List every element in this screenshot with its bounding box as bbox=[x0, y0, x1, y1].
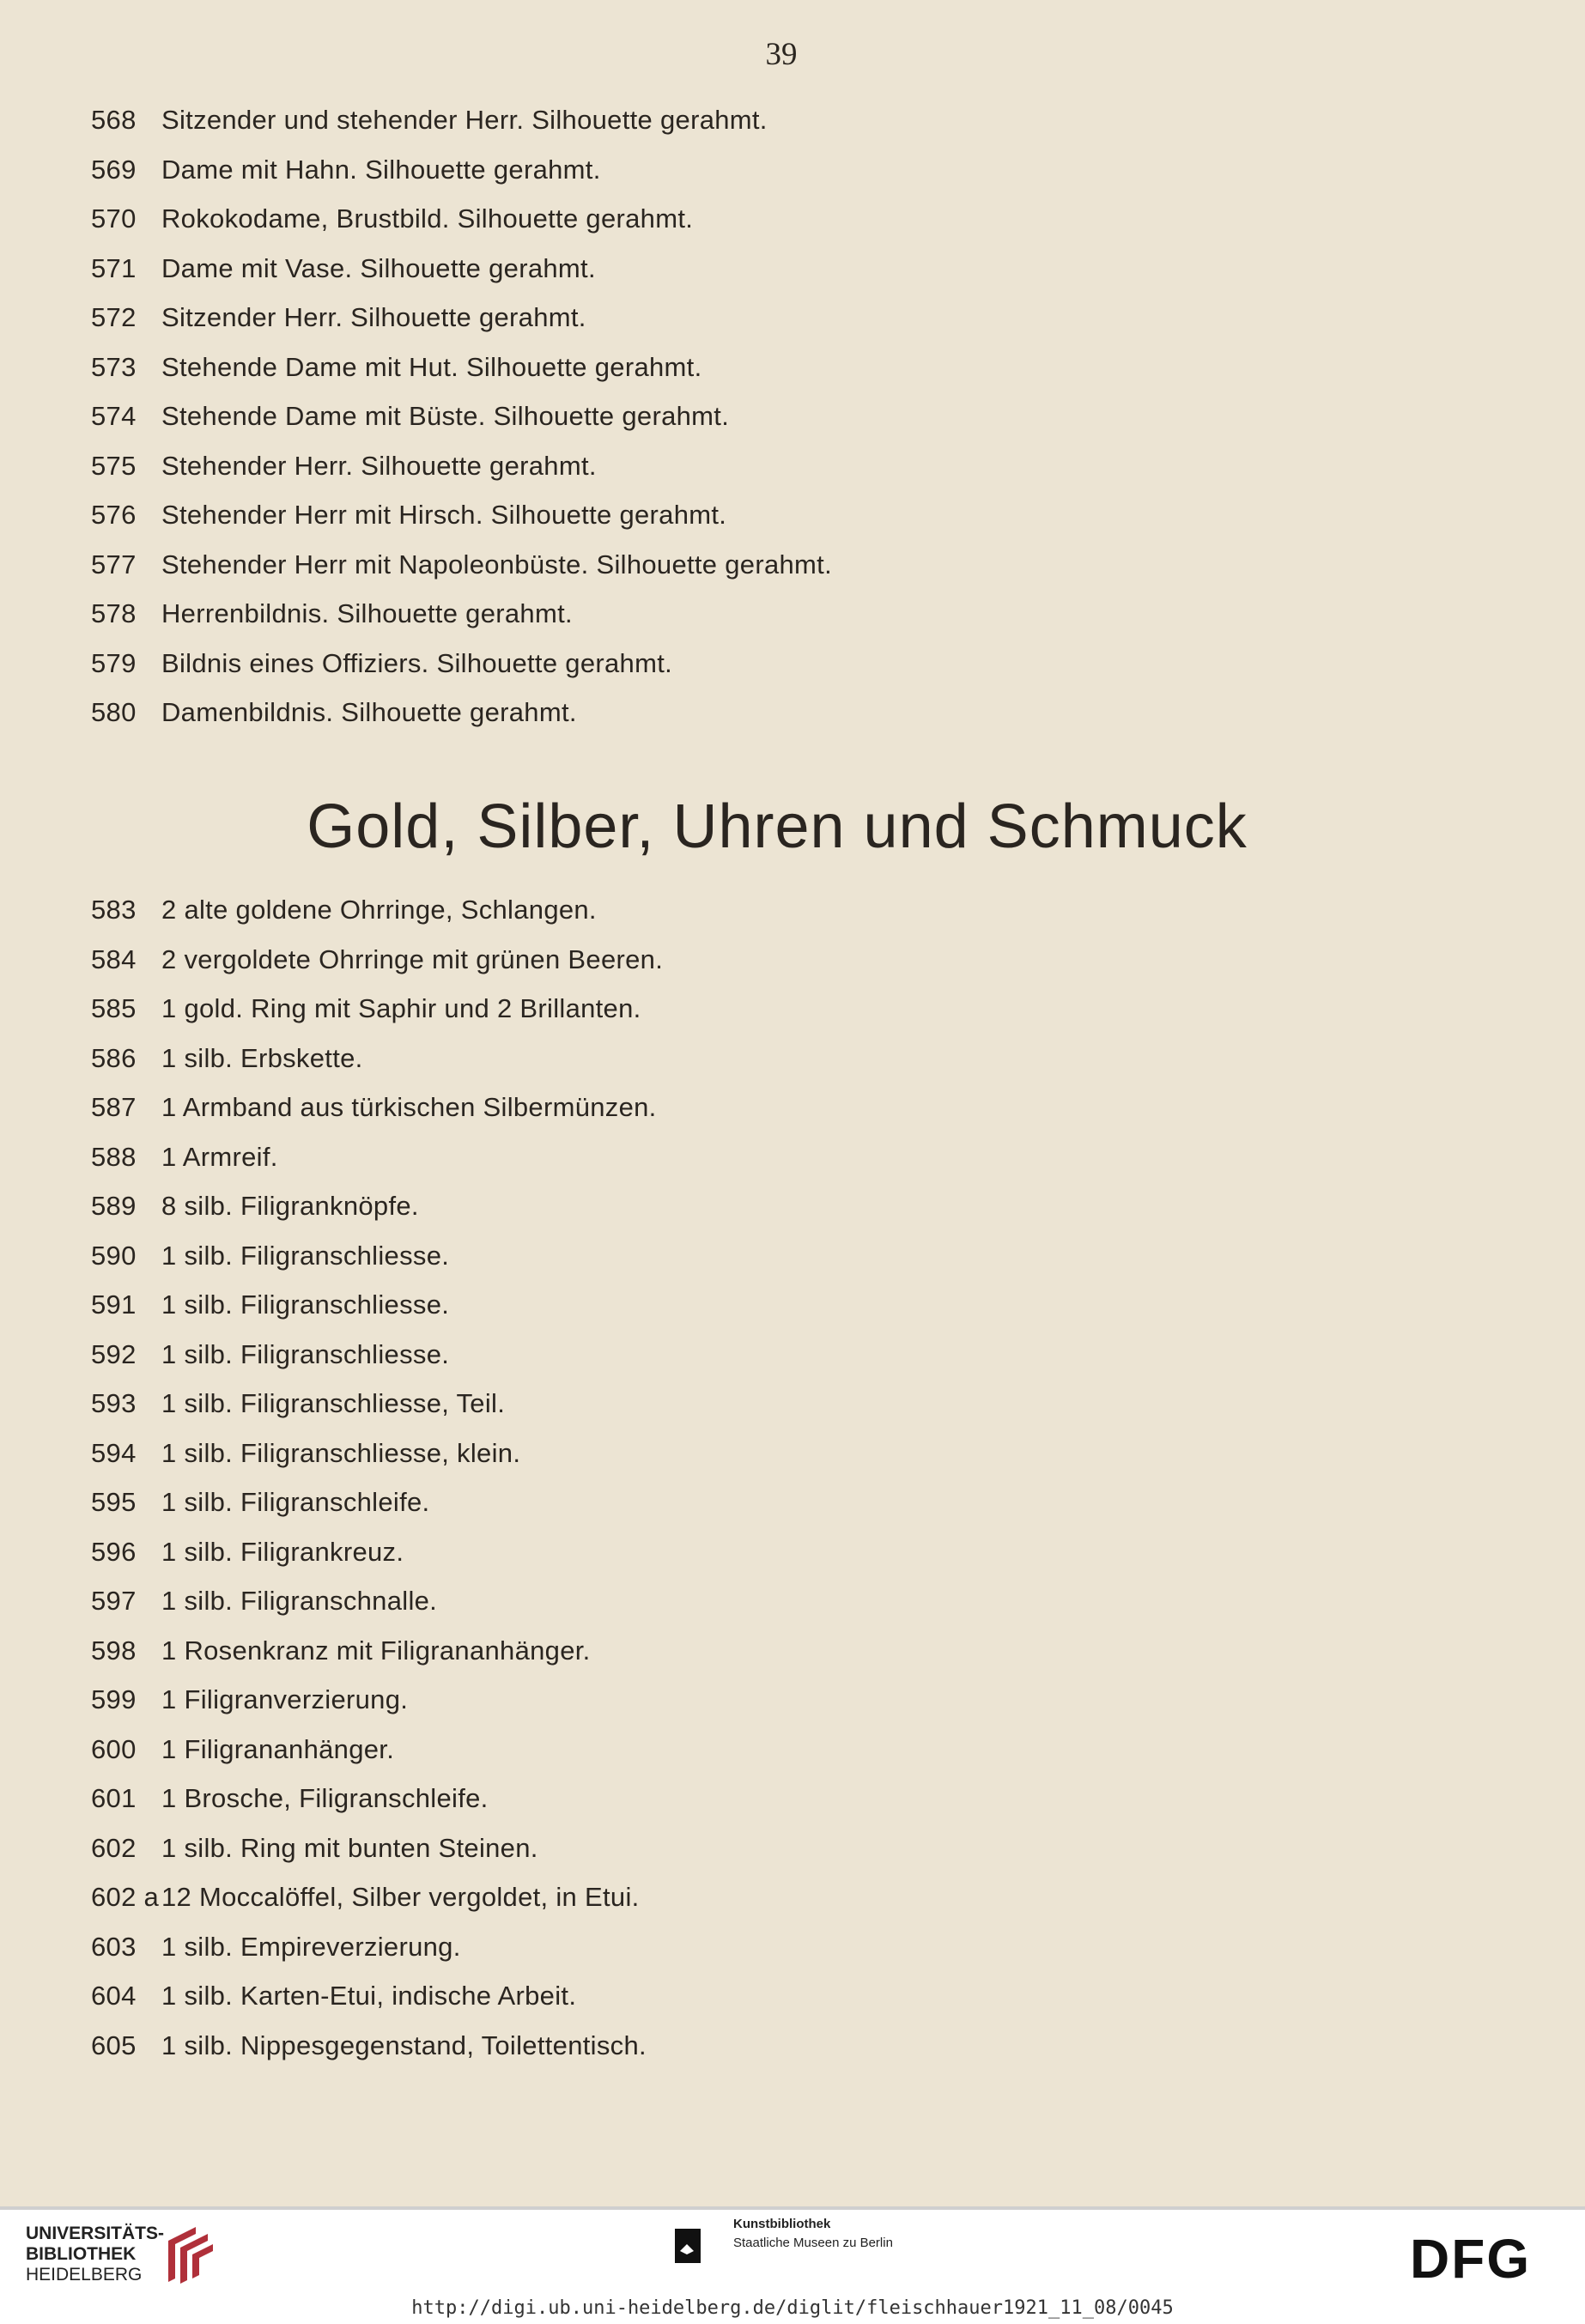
entry-number: 575 bbox=[91, 450, 137, 481]
entry-description: 2 alte goldene Ohrringe, Schlangen. bbox=[161, 895, 597, 925]
entry-number: 574 bbox=[91, 401, 137, 431]
entry-description: 1 silb. Erbskette. bbox=[161, 1042, 363, 1073]
ub-logo-icon bbox=[161, 2224, 218, 2287]
entry-description: 1 Filigranverzierung. bbox=[161, 1684, 409, 1714]
catalog-entry bbox=[91, 352, 1379, 402]
entry-description: Bildnis eines Offiziers. Silhouette gerahmt. bbox=[161, 647, 673, 678]
entry-description: 1 silb. Ring mit bunten Steinen. bbox=[161, 1832, 538, 1863]
entry-number: 583 bbox=[91, 895, 137, 925]
entry-number: 570 bbox=[91, 203, 137, 234]
catalog-entry bbox=[91, 1783, 1379, 1833]
entry-description: 1 silb. Filigrankreuz. bbox=[161, 1536, 404, 1567]
entry-number: 587 bbox=[91, 1092, 137, 1122]
catalog-entry bbox=[91, 1684, 1379, 1734]
entry-number: 568 bbox=[91, 105, 137, 135]
catalog-entry bbox=[91, 648, 1379, 698]
entry-number: 584 bbox=[91, 944, 137, 974]
entry-description: 1 Armband aus türkischen Silbermünzen. bbox=[161, 1092, 657, 1122]
catalog-entry bbox=[91, 155, 1379, 204]
catalog-entry bbox=[91, 401, 1379, 451]
entry-number: 572 bbox=[91, 302, 137, 332]
entry-description: Stehende Dame mit Büste. Silhouette gerahmt. bbox=[161, 401, 730, 431]
catalog-entry bbox=[91, 1586, 1379, 1635]
catalog-entry bbox=[91, 2030, 1379, 2080]
ub-logo-line3: HEIDELBERG bbox=[26, 2265, 143, 2285]
catalog-entry bbox=[91, 944, 1379, 994]
catalog-entry bbox=[91, 1438, 1379, 1488]
entry-description: 1 gold. Ring mit Saphir und 2 Brillanten. bbox=[161, 993, 641, 1023]
entry-number: 589 bbox=[91, 1191, 137, 1221]
catalog-entry bbox=[91, 1882, 1379, 1932]
entry-description: Stehender Herr. Silhouette gerahmt. bbox=[161, 450, 597, 481]
catalog-entry bbox=[91, 549, 1379, 599]
entry-number: 591 bbox=[91, 1289, 137, 1320]
entry-number: 592 bbox=[91, 1338, 137, 1369]
catalog-entry bbox=[91, 203, 1379, 253]
entry-number: 602 a bbox=[91, 1882, 160, 1912]
entry-description: 1 Filigrananhänger. bbox=[161, 1733, 395, 1764]
kunstbibliothek-logo-icon bbox=[675, 2229, 701, 2263]
entry-number: 598 bbox=[91, 1635, 137, 1666]
entry-number: 585 bbox=[91, 993, 137, 1023]
ub-logo-line1: UNIVERSITÄTS- bbox=[26, 2224, 165, 2243]
entry-number: 579 bbox=[91, 647, 137, 678]
entry-description: 1 silb. Nippesgegenstand, Toilettentisch. bbox=[161, 2030, 647, 2060]
catalog-entry bbox=[91, 1932, 1379, 1981]
entry-number: 586 bbox=[91, 1042, 137, 1073]
catalog-entry bbox=[91, 302, 1379, 352]
entry-description: 12 Moccalöffel, Silber vergoldet, in Etui. bbox=[161, 1882, 640, 1912]
entry-number: 605 bbox=[91, 2030, 137, 2060]
entry-number: 578 bbox=[91, 598, 137, 628]
entry-description: 1 Brosche, Filigranschleife. bbox=[161, 1783, 489, 1813]
catalog-entry bbox=[91, 1043, 1379, 1093]
page-number: 39 bbox=[765, 37, 798, 72]
dfg-logo[interactable]: DFG bbox=[1410, 2228, 1532, 2290]
catalog-entry bbox=[91, 451, 1379, 501]
catalog-entry bbox=[91, 1981, 1379, 2030]
catalog-entry bbox=[91, 1635, 1379, 1685]
entry-number: 604 bbox=[91, 1981, 137, 2011]
catalog-entry bbox=[91, 1339, 1379, 1389]
entry-number: 590 bbox=[91, 1240, 137, 1271]
entry-number: 577 bbox=[91, 549, 137, 579]
entry-description: Stehende Dame mit Hut. Silhouette gerahmt. bbox=[161, 351, 702, 382]
kunstbibliothek-logo[interactable] bbox=[733, 2215, 893, 2253]
catalog-entry bbox=[91, 1388, 1379, 1438]
catalog-entry bbox=[91, 1487, 1379, 1537]
catalog-entry bbox=[91, 993, 1379, 1043]
catalog-entry bbox=[91, 253, 1379, 303]
catalog-entry bbox=[91, 1289, 1379, 1339]
permalink-url[interactable]: http://digi.ub.uni-heidelberg.de/diglit/fleischhauer1921_11_08/0045 bbox=[411, 2297, 1174, 2319]
kb-logo-line1: Kunstbibliothek bbox=[733, 2217, 831, 2231]
catalog-entry bbox=[91, 1734, 1379, 1784]
footer-divider bbox=[0, 2206, 1585, 2210]
catalog-entry bbox=[91, 105, 1379, 155]
entry-number: 569 bbox=[91, 154, 137, 185]
catalog-entry bbox=[91, 500, 1379, 549]
catalog-entry bbox=[91, 1537, 1379, 1587]
entry-number: 599 bbox=[91, 1684, 137, 1714]
entry-description: 8 silb. Filigranknöpfe. bbox=[161, 1191, 419, 1221]
entry-number: 594 bbox=[91, 1437, 137, 1468]
entry-number: 593 bbox=[91, 1388, 137, 1418]
entry-number: 597 bbox=[91, 1586, 137, 1616]
entry-number: 602 bbox=[91, 1832, 137, 1863]
entry-number: 580 bbox=[91, 697, 137, 727]
entry-description: Damenbildnis. Silhouette gerahmt. bbox=[161, 697, 577, 727]
entry-description: Rokokodame, Brustbild. Silhouette gerahmt. bbox=[161, 203, 694, 234]
entry-number: 600 bbox=[91, 1733, 137, 1764]
entry-number: 596 bbox=[91, 1536, 137, 1567]
entry-description: 1 Rosenkranz mit Filigrananhänger. bbox=[161, 1635, 591, 1666]
ub-logo-line2: BIBLIOTHEK bbox=[26, 2244, 137, 2264]
entry-number: 595 bbox=[91, 1487, 137, 1517]
entry-description: 1 silb. Filigranschleife. bbox=[161, 1487, 430, 1517]
entry-description: Dame mit Vase. Silhouette gerahmt. bbox=[161, 252, 596, 283]
entry-description: 1 silb. Filigranschnalle. bbox=[161, 1586, 438, 1616]
entry-number: 576 bbox=[91, 500, 137, 530]
catalog-entry bbox=[91, 1191, 1379, 1241]
entry-description: 1 silb. Filigranschliesse, klein. bbox=[161, 1437, 521, 1468]
kb-logo-line2: Staatliche Museen zu Berlin bbox=[733, 2236, 893, 2250]
catalog-entry bbox=[91, 1241, 1379, 1290]
entry-description: Herrenbildnis. Silhouette gerahmt. bbox=[161, 598, 573, 628]
entry-description: 2 vergoldete Ohrringe mit grünen Beeren. bbox=[161, 944, 664, 974]
entry-number: 571 bbox=[91, 252, 137, 283]
entry-description: 1 silb. Filigranschliesse. bbox=[161, 1240, 450, 1271]
entry-description: Stehender Herr mit Hirsch. Silhouette gerahmt. bbox=[161, 500, 727, 530]
entry-number: 603 bbox=[91, 1931, 137, 1962]
entry-description: 1 silb. Empireverzierung. bbox=[161, 1931, 461, 1962]
section-heading: Gold, Silber, Uhren und Schmuck bbox=[307, 792, 1248, 861]
entry-description: Stehender Herr mit Napoleonbüste. Silhouette gerahmt. bbox=[161, 549, 832, 579]
entry-description: Sitzender Herr. Silhouette gerahmt. bbox=[161, 302, 586, 332]
entry-description: 1 silb. Filigranschliesse, Teil. bbox=[161, 1388, 506, 1418]
catalog-entry bbox=[91, 895, 1379, 944]
entry-description: Sitzender und stehender Herr. Silhouette gerahmt. bbox=[161, 105, 768, 135]
entry-number: 588 bbox=[91, 1141, 137, 1172]
catalog-entry bbox=[91, 697, 1379, 747]
entry-description: 1 silb. Filigranschliesse. bbox=[161, 1289, 450, 1320]
entry-description: 1 silb. Karten-Etui, indische Arbeit. bbox=[161, 1981, 577, 2011]
catalog-entry bbox=[91, 1833, 1379, 1883]
entry-description: 1 silb. Filigranschliesse. bbox=[161, 1338, 450, 1369]
catalog-entry bbox=[91, 1092, 1379, 1142]
entry-number: 601 bbox=[91, 1783, 137, 1813]
entry-description: 1 Armreif. bbox=[161, 1141, 278, 1172]
entry-description: Dame mit Hahn. Silhouette gerahmt. bbox=[161, 154, 601, 185]
entry-number: 573 bbox=[91, 351, 137, 382]
ub-heidelberg-logo[interactable] bbox=[26, 2224, 164, 2285]
catalog-entry bbox=[91, 1142, 1379, 1192]
catalog-entry bbox=[91, 598, 1379, 648]
